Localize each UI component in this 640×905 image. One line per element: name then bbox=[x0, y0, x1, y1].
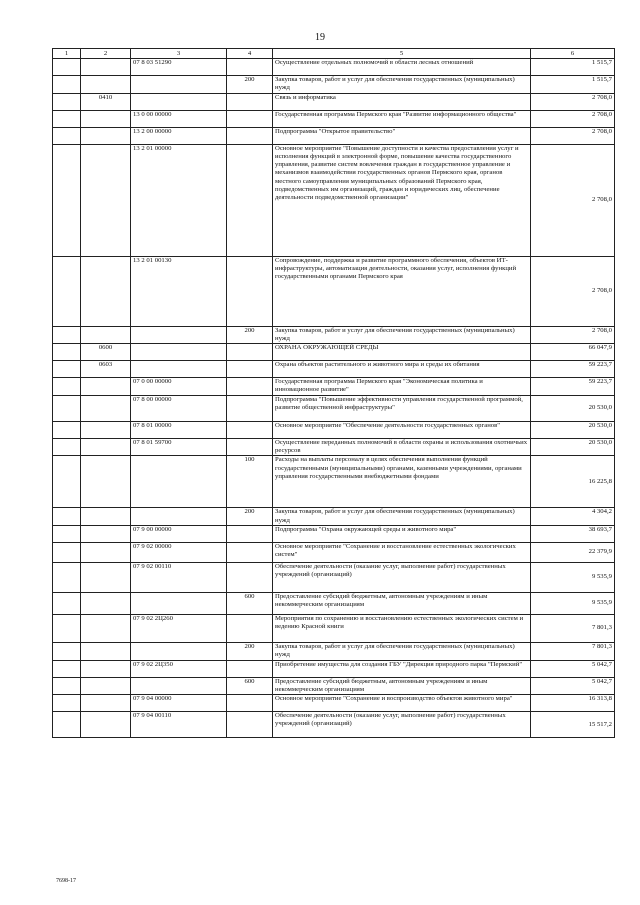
amount-cell: 4 304,2 bbox=[531, 508, 615, 526]
razdel-cell bbox=[53, 525, 81, 542]
item-name-cell: Обеспечение деятельности (оказание услуг, выполнение работ) государственных учреждений (организаций) bbox=[273, 712, 531, 738]
razdel-cell bbox=[53, 326, 81, 344]
razdel-cell bbox=[53, 712, 81, 738]
amount-cell: 16 225,8 bbox=[531, 456, 615, 508]
document-code: 7698-17 bbox=[56, 878, 76, 884]
amount-cell: 9 535,9 bbox=[531, 562, 615, 592]
expense-type-cell bbox=[227, 395, 273, 421]
expense-type-cell bbox=[227, 438, 273, 456]
razdel-cell bbox=[53, 93, 81, 110]
item-name-cell: Подпрограмма "Повышение эффективности управления государственной программой, развитие общественной инфраструктуры" bbox=[273, 395, 531, 421]
razdel-cell bbox=[53, 59, 81, 76]
column-number-row bbox=[53, 49, 615, 59]
amount-cell: 59 223,7 bbox=[531, 361, 615, 378]
podrazdel-cell bbox=[81, 508, 131, 526]
column-number: 6 bbox=[531, 49, 615, 59]
table-row bbox=[53, 421, 615, 438]
razdel-cell bbox=[53, 660, 81, 677]
table-row bbox=[53, 256, 615, 326]
table-row bbox=[53, 110, 615, 127]
table-row bbox=[53, 59, 615, 76]
expense-type-cell: 100 bbox=[227, 456, 273, 508]
table-row bbox=[53, 677, 615, 695]
podrazdel-cell bbox=[81, 110, 131, 127]
item-name-cell: Осуществление переданных полномочий в области охраны и использования охотничьих ресурсов bbox=[273, 438, 531, 456]
expense-type-cell bbox=[227, 110, 273, 127]
amount-cell: 20 530,0 bbox=[531, 421, 615, 438]
page-number: 19 bbox=[315, 32, 325, 43]
podrazdel-cell bbox=[81, 421, 131, 438]
budget-table bbox=[52, 48, 615, 738]
podrazdel-cell: 0603 bbox=[81, 361, 131, 378]
expense-type-cell bbox=[227, 562, 273, 592]
podrazdel-cell bbox=[81, 677, 131, 695]
amount-cell: 22 379,9 bbox=[531, 542, 615, 562]
amount-cell: 20 530,0 bbox=[531, 438, 615, 456]
amount-cell: 66 047,9 bbox=[531, 344, 615, 361]
expense-type-cell: 200 bbox=[227, 326, 273, 344]
razdel-cell bbox=[53, 677, 81, 695]
table-row bbox=[53, 344, 615, 361]
razdel-cell bbox=[53, 614, 81, 642]
target-article-cell: 07 8 01 00000 bbox=[131, 421, 227, 438]
podrazdel-cell bbox=[81, 660, 131, 677]
amount-cell: 2 708,0 bbox=[531, 326, 615, 344]
podrazdel-cell bbox=[81, 127, 131, 144]
expense-type-cell bbox=[227, 59, 273, 76]
podrazdel-cell bbox=[81, 695, 131, 712]
amount-cell: 5 042,7 bbox=[531, 677, 615, 695]
amount-cell: 16 313,8 bbox=[531, 695, 615, 712]
item-name-cell: Закупка товаров, работ и услуг для обеспечения государственных (муниципальных) нужд bbox=[273, 508, 531, 526]
expense-type-cell bbox=[227, 525, 273, 542]
podrazdel-cell bbox=[81, 378, 131, 396]
target-article-cell bbox=[131, 76, 227, 94]
target-article-cell bbox=[131, 508, 227, 526]
target-article-cell: 07 9 02 00000 bbox=[131, 542, 227, 562]
razdel-cell bbox=[53, 562, 81, 592]
target-article-cell: 07 8 00 00000 bbox=[131, 395, 227, 421]
amount-cell: 2 708,0 bbox=[531, 256, 615, 326]
amount-cell: 15 517,2 bbox=[531, 712, 615, 738]
item-name-cell: Мероприятия по сохранению и восстановлению естественных экологических систем и ведению Красной книги bbox=[273, 614, 531, 642]
target-article-cell bbox=[131, 361, 227, 378]
podrazdel-cell bbox=[81, 144, 131, 256]
table-row bbox=[53, 127, 615, 144]
table-row bbox=[53, 508, 615, 526]
target-article-cell: 13 2 01 00000 bbox=[131, 144, 227, 256]
item-name-cell: Подпрограмма "Открытое правительство" bbox=[273, 127, 531, 144]
amount-cell: 59 223,7 bbox=[531, 378, 615, 396]
target-article-cell: 07 8 01 59700 bbox=[131, 438, 227, 456]
razdel-cell bbox=[53, 642, 81, 660]
item-name-cell: Основное мероприятие "Обеспечение деятельности государственных органов" bbox=[273, 421, 531, 438]
razdel-cell bbox=[53, 344, 81, 361]
item-name-cell: Осуществление отдельных полномочий в области лесных отношений bbox=[273, 59, 531, 76]
razdel-cell bbox=[53, 76, 81, 94]
item-name-cell: Подпрограмма "Охрана окружающей среды и животного мира" bbox=[273, 525, 531, 542]
podrazdel-cell bbox=[81, 712, 131, 738]
column-number: 5 bbox=[273, 49, 531, 59]
expense-type-cell: 600 bbox=[227, 677, 273, 695]
table-row bbox=[53, 712, 615, 738]
amount-cell: 1 515,7 bbox=[531, 59, 615, 76]
item-name-cell: Связь и информатика bbox=[273, 93, 531, 110]
amount-cell: 9 535,9 bbox=[531, 592, 615, 614]
column-number: 3 bbox=[131, 49, 227, 59]
podrazdel-cell: 0600 bbox=[81, 344, 131, 361]
item-name-cell: Закупка товаров, работ и услуг для обеспечения государственных (муниципальных) нужд bbox=[273, 326, 531, 344]
podrazdel-cell bbox=[81, 525, 131, 542]
expense-type-cell bbox=[227, 712, 273, 738]
podrazdel-cell: 0410 bbox=[81, 93, 131, 110]
expense-type-cell bbox=[227, 614, 273, 642]
expense-type-cell bbox=[227, 344, 273, 361]
target-article-cell bbox=[131, 93, 227, 110]
item-name-cell: Государственная программа Пермского края "Экономическая политика и инновационное развитие" bbox=[273, 378, 531, 396]
target-article-cell: 13 2 01 00130 bbox=[131, 256, 227, 326]
target-article-cell: 13 2 00 00000 bbox=[131, 127, 227, 144]
podrazdel-cell bbox=[81, 562, 131, 592]
target-article-cell: 07 9 04 00000 bbox=[131, 695, 227, 712]
table-row bbox=[53, 660, 615, 677]
expense-type-cell bbox=[227, 542, 273, 562]
item-name-cell: Обеспечение деятельности (оказание услуг, выполнение работ) государственных учреждений (организаций) bbox=[273, 562, 531, 592]
table-row bbox=[53, 438, 615, 456]
expense-type-cell: 600 bbox=[227, 592, 273, 614]
amount-cell: 1 515,7 bbox=[531, 76, 615, 94]
razdel-cell bbox=[53, 695, 81, 712]
podrazdel-cell bbox=[81, 395, 131, 421]
podrazdel-cell bbox=[81, 59, 131, 76]
razdel-cell bbox=[53, 144, 81, 256]
target-article-cell bbox=[131, 592, 227, 614]
expense-type-cell bbox=[227, 256, 273, 326]
podrazdel-cell bbox=[81, 542, 131, 562]
item-name-cell: Расходы на выплаты персоналу в целях обеспечения выполнения функций государственными (муниципальными) органами, казенными учреждениями, органами управления государственными внебюджетными фондами bbox=[273, 456, 531, 508]
expense-type-cell: 200 bbox=[227, 508, 273, 526]
item-name-cell: Основное мероприятие "Сохранение и воспроизводство объектов животного мира" bbox=[273, 695, 531, 712]
table-row bbox=[53, 642, 615, 660]
target-article-cell: 07 9 02 2Ц260 bbox=[131, 614, 227, 642]
podrazdel-cell bbox=[81, 642, 131, 660]
podrazdel-cell bbox=[81, 438, 131, 456]
item-name-cell: Сопровождение, поддержка и развитие программного обеспечения, объектов ИТ-инфраструктуры, автоматизация деятельности, оказания услуг, исполнения функций государственными органами Пермского края bbox=[273, 256, 531, 326]
expense-type-cell bbox=[227, 695, 273, 712]
razdel-cell bbox=[53, 378, 81, 396]
amount-cell: 5 042,7 bbox=[531, 660, 615, 677]
amount-cell: 2 708,0 bbox=[531, 110, 615, 127]
razdel-cell bbox=[53, 127, 81, 144]
table-row bbox=[53, 525, 615, 542]
expense-type-cell: 200 bbox=[227, 642, 273, 660]
column-number: 1 bbox=[53, 49, 81, 59]
target-article-cell: 07 9 00 00000 bbox=[131, 525, 227, 542]
table-row bbox=[53, 144, 615, 256]
razdel-cell bbox=[53, 256, 81, 326]
column-number: 2 bbox=[81, 49, 131, 59]
amount-cell: 7 801,3 bbox=[531, 614, 615, 642]
table-row bbox=[53, 378, 615, 396]
item-name-cell: Основное мероприятие "Повышение доступности и качества предоставления услуг и исполнения функций в электронной форме, повышение качества государственного управления, развитие систем вовлечения граждан в государственное управление и механизмов взаимодействия государственных органов Пермского края, органов местного самоуправления муниципальных образований Пермского края, подведомственных им организаций, граждан и юридических лиц, обеспечение деятельности подведомственной организации" bbox=[273, 144, 531, 256]
razdel-cell bbox=[53, 508, 81, 526]
expense-type-cell bbox=[227, 93, 273, 110]
table-row bbox=[53, 695, 615, 712]
item-name-cell: Основное мероприятие "Сохранение и восстановление естественных экологических систем" bbox=[273, 542, 531, 562]
target-article-cell: 13 0 00 00000 bbox=[131, 110, 227, 127]
podrazdel-cell bbox=[81, 76, 131, 94]
razdel-cell bbox=[53, 592, 81, 614]
podrazdel-cell bbox=[81, 614, 131, 642]
item-name-cell: Приобретение имущества для создания ГБУ "Дирекция природного парка "Пермский" bbox=[273, 660, 531, 677]
target-article-cell: 07 9 04 00110 bbox=[131, 712, 227, 738]
razdel-cell bbox=[53, 456, 81, 508]
razdel-cell bbox=[53, 361, 81, 378]
amount-cell: 2 708,0 bbox=[531, 144, 615, 256]
podrazdel-cell bbox=[81, 592, 131, 614]
razdel-cell bbox=[53, 421, 81, 438]
expense-type-cell bbox=[227, 361, 273, 378]
target-article-cell bbox=[131, 326, 227, 344]
razdel-cell bbox=[53, 438, 81, 456]
table-row bbox=[53, 614, 615, 642]
podrazdel-cell bbox=[81, 326, 131, 344]
razdel-cell bbox=[53, 395, 81, 421]
item-name-cell: ОХРАНА ОКРУЖАЮЩЕЙ СРЕДЫ bbox=[273, 344, 531, 361]
amount-cell: 38 693,7 bbox=[531, 525, 615, 542]
item-name-cell: Охрана объектов растительного и животного мира и среды их обитания bbox=[273, 361, 531, 378]
table-row bbox=[53, 562, 615, 592]
amount-cell: 7 801,3 bbox=[531, 642, 615, 660]
table-row bbox=[53, 542, 615, 562]
expense-type-cell bbox=[227, 127, 273, 144]
target-article-cell bbox=[131, 456, 227, 508]
column-number: 4 bbox=[227, 49, 273, 59]
target-article-cell bbox=[131, 677, 227, 695]
expense-type-cell bbox=[227, 144, 273, 256]
table-row bbox=[53, 592, 615, 614]
item-name-cell: Предоставление субсидий бюджетным, автономным учреждениям и иным некоммерческим организациям bbox=[273, 592, 531, 614]
target-article-cell bbox=[131, 344, 227, 361]
expense-type-cell bbox=[227, 378, 273, 396]
item-name-cell: Государственная программа Пермского края "Развитие информационного общества" bbox=[273, 110, 531, 127]
item-name-cell: Закупка товаров, работ и услуг для обеспечения государственных (муниципальных) нужд bbox=[273, 76, 531, 94]
expense-type-cell bbox=[227, 421, 273, 438]
target-article-cell: 07 8 03 51290 bbox=[131, 59, 227, 76]
razdel-cell bbox=[53, 110, 81, 127]
target-article-cell bbox=[131, 642, 227, 660]
table-row bbox=[53, 361, 615, 378]
podrazdel-cell bbox=[81, 456, 131, 508]
amount-cell: 2 708,0 bbox=[531, 127, 615, 144]
table-row bbox=[53, 395, 615, 421]
table-row bbox=[53, 456, 615, 508]
amount-cell: 20 530,0 bbox=[531, 395, 615, 421]
item-name-cell: Закупка товаров, работ и услуг для обеспечения государственных (муниципальных) нужд bbox=[273, 642, 531, 660]
target-article-cell: 07 9 02 2Ц350 bbox=[131, 660, 227, 677]
target-article-cell: 07 0 00 00000 bbox=[131, 378, 227, 396]
table-row bbox=[53, 93, 615, 110]
podrazdel-cell bbox=[81, 256, 131, 326]
expense-type-cell bbox=[227, 660, 273, 677]
table-body bbox=[53, 59, 615, 738]
item-name-cell: Предоставление субсидий бюджетным, автономным учреждениям и иным некоммерческим организациям bbox=[273, 677, 531, 695]
expense-type-cell: 200 bbox=[227, 76, 273, 94]
razdel-cell bbox=[53, 542, 81, 562]
table-row bbox=[53, 326, 615, 344]
amount-cell: 2 708,0 bbox=[531, 93, 615, 110]
target-article-cell: 07 9 02 00110 bbox=[131, 562, 227, 592]
table-row bbox=[53, 76, 615, 94]
